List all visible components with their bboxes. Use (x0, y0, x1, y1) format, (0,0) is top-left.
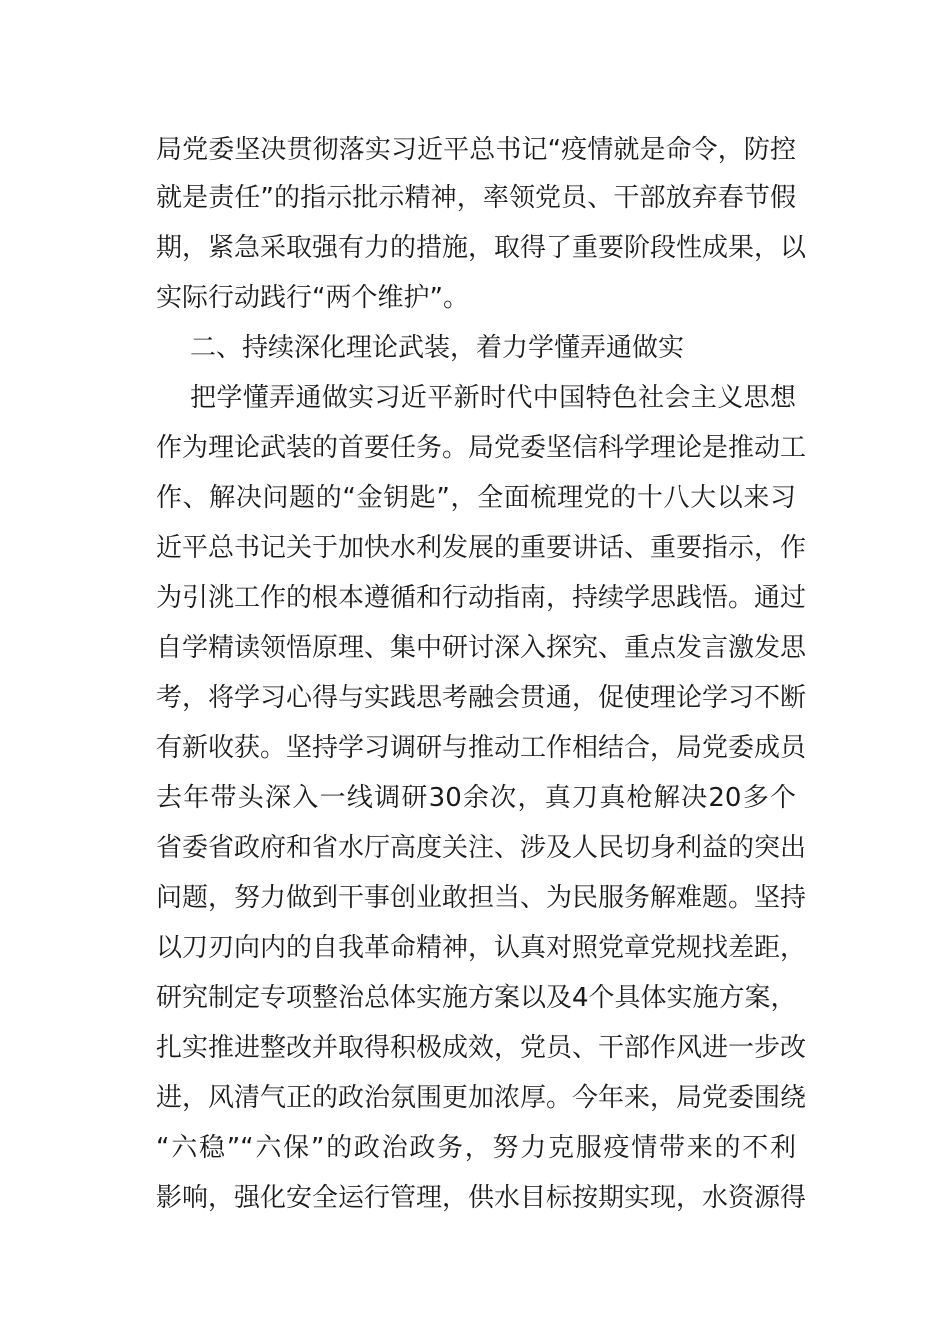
text-line-16: 问题，努力做到干事创业敢担当、为民服务解难题。坚持 (156, 883, 807, 913)
text-line-2: 就是责任”的指示批示精神，率领党员、干部放弃春节假 (156, 183, 796, 213)
text-line-13: 有新收获。坚持学习调研与推动工作相结合，局党委成员 (156, 733, 807, 763)
text-line-10: 为引洮工作的根本遵循和行动指南，持续学思践悟。通过 (156, 583, 807, 613)
text-line-7: 作为理论武装的首要任务。局党委坚信科学理论是推动工 (156, 433, 807, 463)
text-line-22: 影响，强化安全运行管理，供水目标按期实现，水资源得 (156, 1183, 807, 1213)
text-line-12: 考，将学习心得与实践思考融会贯通，促使理论学习不断 (156, 683, 807, 713)
text-line-4: 实际行动践行“两个维护”。 (156, 283, 469, 313)
text-line-18: 研究制定专项整治总体实施方案以及4个具体实施方案， (156, 983, 797, 1013)
text-line-20: 进，风清气正的政治氛围更加浓厚。今年来，局党委围绕 (156, 1083, 807, 1113)
text-line-9: 近平总书记关于加快水利发展的重要讲话、重要指示，作 (156, 533, 807, 563)
text-line-19: 扎实推进整改并取得积极成效，党员、干部作风进一步改 (156, 1033, 807, 1063)
text-line-6: 把学懂弄通做实习近平新时代中国特色社会主义思想 (190, 383, 796, 413)
text-line-3: 期，紧急采取强有力的措施，取得了重要阶段性成果，以 (156, 233, 807, 263)
text-line-14: 去年带头深入一线调研30余次，真刀真枪解决20多个 (156, 783, 796, 813)
text-line-15: 省委省政府和省水厅高度关注、涉及人民切身利益的突出 (156, 833, 807, 863)
text-line-1: 局党委坚决贯彻落实习近平总书记“疫情就是命令，防控 (156, 135, 796, 165)
text-line-17: 以刀刃向内的自我革命精神，认真对照党章党规找差距， (156, 933, 807, 963)
section-heading: 二、持续深化理论武装，着力学懂弄通做实 (190, 333, 685, 363)
text-line-21: “六稳”“六保”的政治政务，努力克服疫情带来的不利 (156, 1133, 796, 1163)
text-line-8: 作、解决问题的“金钥匙”，全面梳理党的十八大以来习 (156, 483, 796, 513)
text-line-11: 自学精读领悟原理、集中研讨深入探究、重点发言激发思 (156, 633, 807, 663)
